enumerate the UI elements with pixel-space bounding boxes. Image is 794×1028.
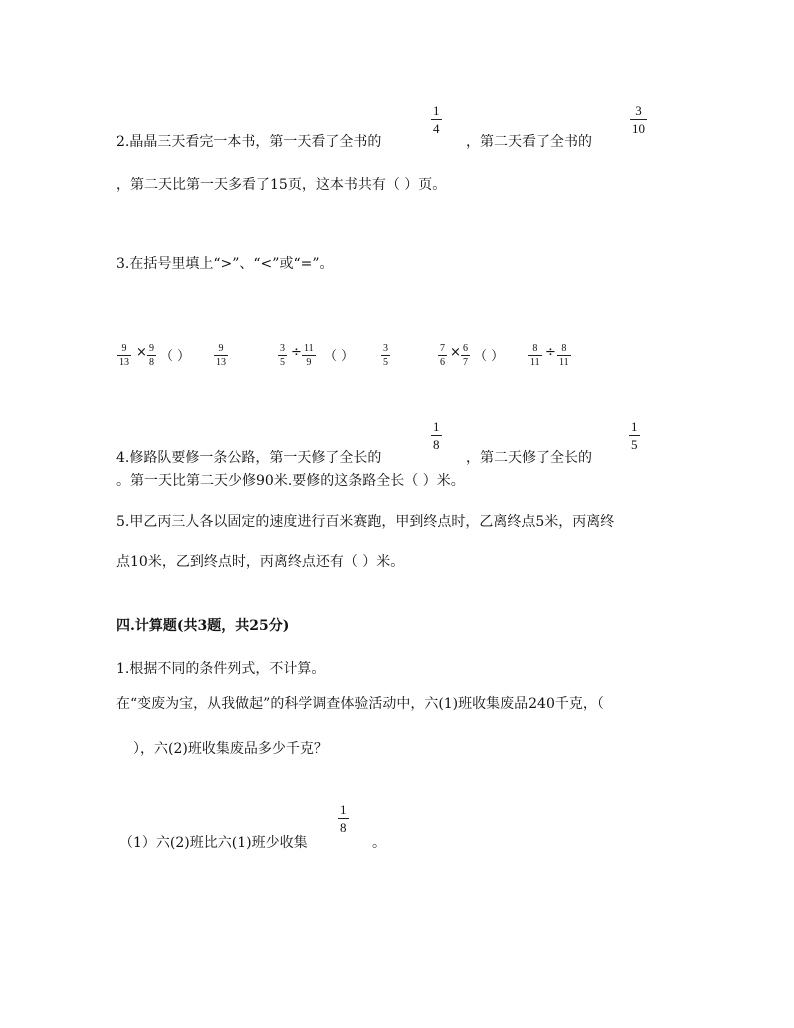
q2-frac2-numerator: 3 [635, 103, 642, 118]
q2-fraction-2 [630, 103, 647, 136]
section4-q1-line1: 在“变废为宝，从我做起”的科学调查体验活动中，六(1)班收集废品240千克，（ [116, 696, 604, 712]
q3-item2-frac-c [381, 343, 390, 368]
q4-text-part1: 4.修路队要修一条公路，第一天修了全长的 [116, 450, 382, 466]
section4-q1-line2: ），六(2)班收集废品多少千克？ [133, 741, 328, 757]
q4-fraction-2 [629, 419, 640, 452]
denominator: 6 [440, 357, 445, 368]
denominator: 13 [119, 357, 129, 368]
section4-q1-title: 1.根据不同的条件列式，不计算。 [116, 661, 326, 677]
q3-item3-frac-c [528, 343, 542, 368]
q4-fraction-1 [431, 419, 442, 452]
sub1-frac-denominator: 8 [340, 820, 347, 835]
denominator: 8 [149, 357, 154, 368]
q2-frac1-denominator: 4 [433, 121, 440, 136]
numerator: 9 [121, 343, 127, 354]
q4-frac1-numerator: 1 [433, 419, 440, 434]
fraction-bar [338, 818, 349, 819]
q4-text-part3: 。第一天比第二天少修90米.要修的这条路全长（ ）米。 [116, 473, 465, 489]
denominator: 13 [216, 357, 226, 368]
fraction-bar [629, 435, 640, 436]
q4-frac2-numerator: 1 [631, 419, 638, 434]
fraction-bar [214, 355, 228, 356]
fraction-bar [557, 355, 571, 356]
q2-text-part3: ，第二天比第一天多看了15页，这本书共有（ ）页。 [116, 177, 447, 193]
q3-instruction: 3.在括号里填上“>”、“<”或“=”。 [116, 256, 334, 272]
sub1-end-punct: 。 [372, 835, 386, 851]
sub1-frac-numerator: 1 [340, 802, 347, 817]
numerator: 9 [149, 343, 154, 354]
q3-item3-frac-d [557, 343, 571, 368]
fraction-bar [461, 355, 470, 356]
numerator: 3 [383, 343, 388, 354]
numerator: 3 [280, 343, 285, 354]
fraction-bar [438, 355, 447, 356]
q3-item3-frac-a [438, 343, 447, 368]
q3-item3-frac-b [461, 343, 470, 368]
numerator: 8 [532, 343, 538, 354]
q3-item2-frac-b [302, 343, 316, 368]
numerator: 9 [218, 343, 224, 354]
q4-frac1-denominator: 8 [433, 437, 440, 452]
q3-item1-frac-b [147, 343, 156, 368]
sub1-text: （1）六(2)班比六(1)班少收集 [119, 835, 308, 851]
q2-text-part2: ，第二天看了全书的 [466, 134, 592, 150]
sub1-fraction [338, 802, 349, 835]
divide-sign: ÷ [291, 345, 302, 360]
section-heading: 四.计算题(共3题，共25分) [116, 618, 290, 634]
q3-item1-blank[interactable]: （ ） [160, 349, 191, 364]
fraction-bar [147, 355, 156, 356]
fraction-bar [630, 119, 647, 120]
q3-item3-blank[interactable]: （ ） [474, 349, 505, 364]
denominator: 9 [306, 357, 312, 368]
fraction-bar [431, 119, 442, 120]
fraction-bar [381, 355, 390, 356]
fraction-bar [117, 355, 131, 356]
q2-frac1-numerator: 1 [433, 103, 440, 118]
denominator: 7 [463, 357, 468, 368]
multiply-sign: × [136, 345, 147, 360]
q4-frac2-denominator: 5 [631, 437, 638, 452]
q5-line1: 5.甲乙丙三人各以固定的速度进行百米赛跑，甲到终点时，乙离终点5米，丙离终 [116, 514, 615, 530]
q5-line2: 点10米，乙到终点时，丙离终点还有（ ）米。 [116, 554, 405, 570]
numerator: 11 [304, 343, 314, 354]
fraction-bar [528, 355, 542, 356]
fraction-bar [302, 355, 316, 356]
q3-item1-frac-c [214, 343, 228, 368]
denominator: 5 [383, 357, 388, 368]
numerator: 7 [440, 343, 445, 354]
numerator: 6 [463, 343, 468, 354]
q4-text-part2: ，第二天修了全长的 [466, 450, 592, 466]
fraction-bar [278, 355, 287, 356]
fraction-bar [431, 435, 442, 436]
numerator: 8 [561, 343, 567, 354]
denominator: 11 [530, 357, 540, 368]
q2-text-part1: 2.晶晶三天看完一本书，第一天看了全书的 [116, 134, 382, 150]
divide-sign: ÷ [545, 345, 556, 360]
denominator: 5 [280, 357, 285, 368]
q2-fraction-1 [431, 103, 442, 136]
q3-item2-blank[interactable]: （ ） [324, 349, 355, 364]
q3-item2-frac-a [278, 343, 287, 368]
q2-frac2-denominator: 10 [632, 121, 645, 136]
denominator: 11 [559, 357, 569, 368]
q3-item1-frac-a [117, 343, 131, 368]
multiply-sign: × [450, 345, 461, 360]
